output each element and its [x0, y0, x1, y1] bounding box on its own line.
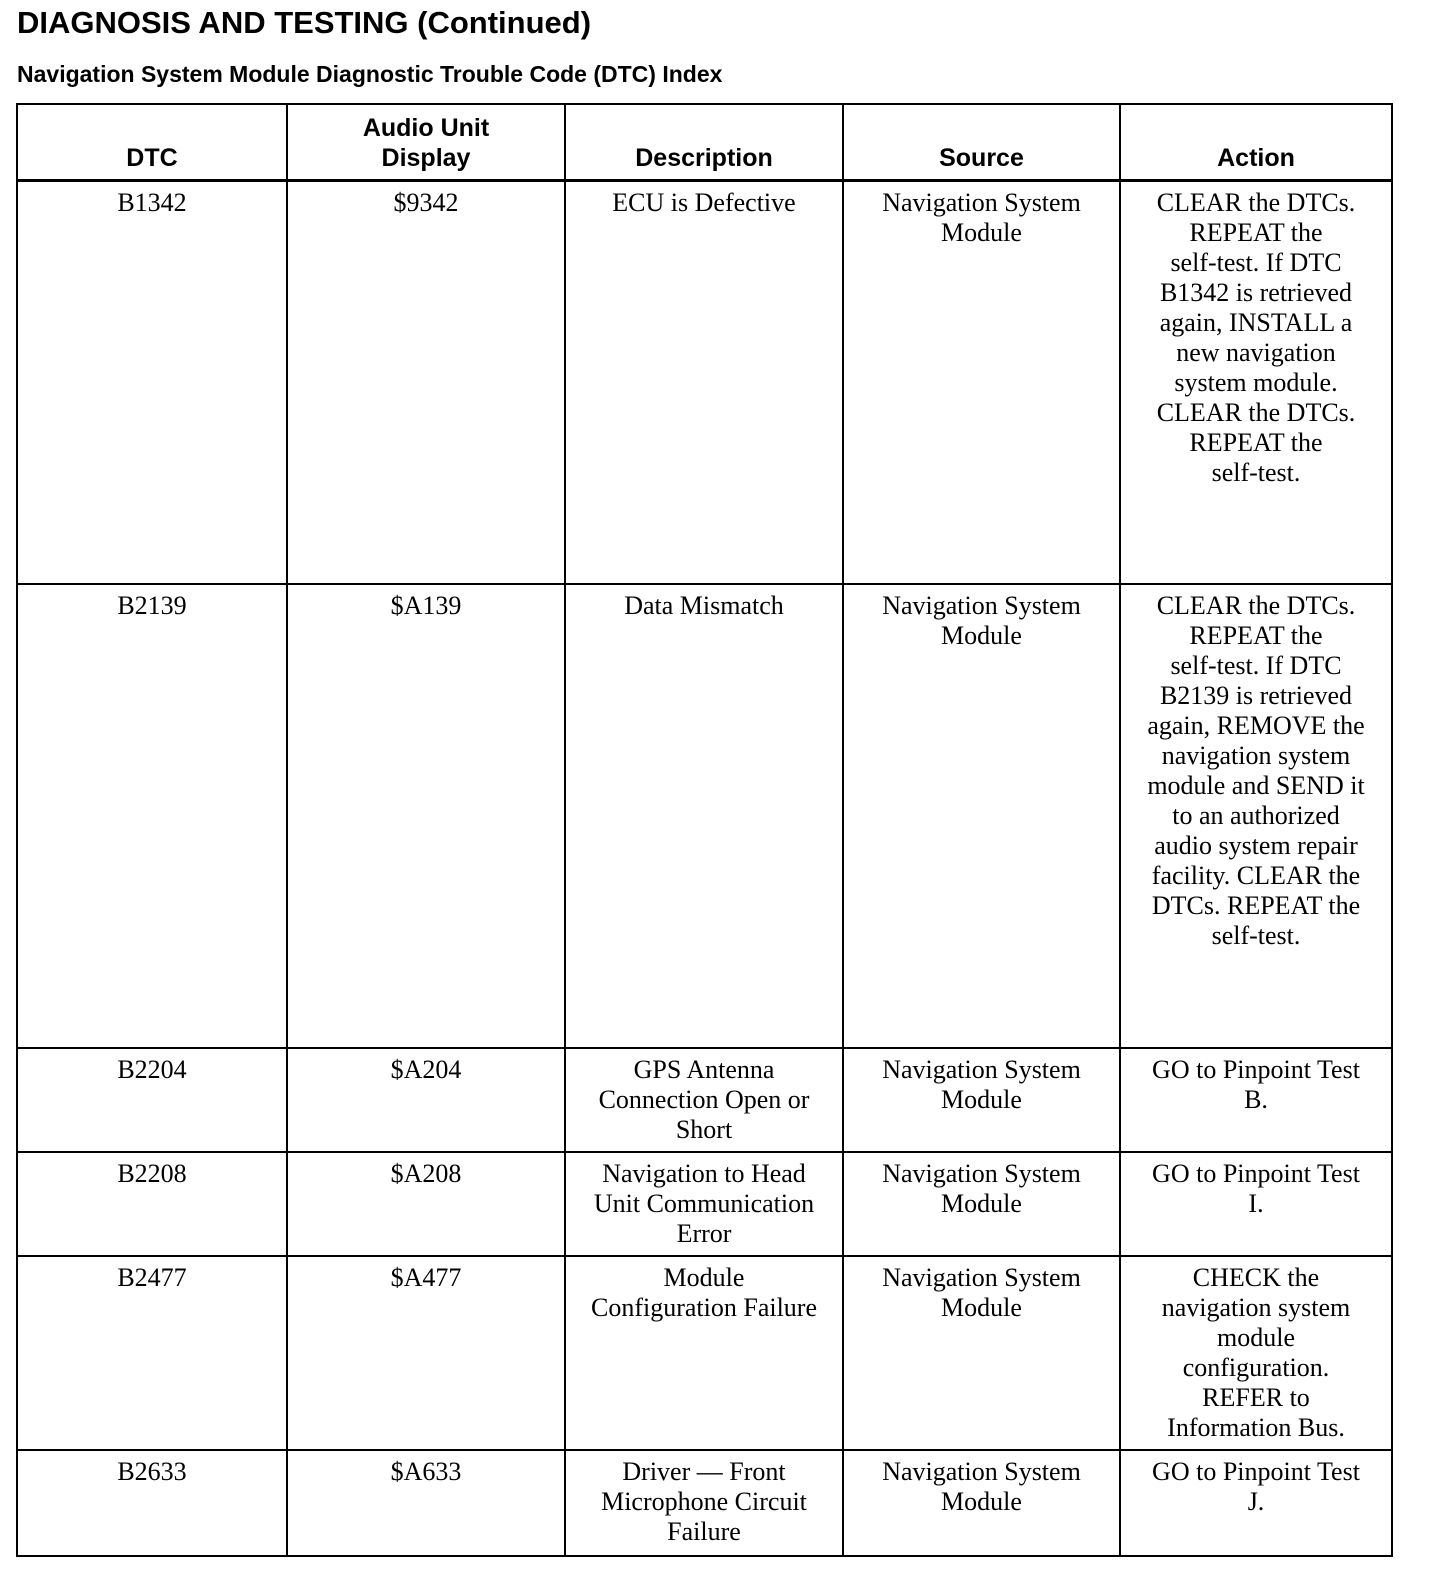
table-header-row	[17, 104, 1392, 180]
header-dtc: DTC	[17, 104, 287, 180]
table-row	[17, 1450, 1392, 1556]
audio-display-cell: $9342	[287, 180, 565, 584]
description-cell: Data Mismatch	[565, 584, 843, 1048]
description-cell: Driver — Front Microphone Circuit Failure	[565, 1450, 843, 1556]
action-cell: GO to Pinpoint Test I.	[1120, 1152, 1392, 1256]
audio-display-cell: $A477	[287, 1256, 565, 1450]
source-cell: Navigation System Module	[843, 584, 1120, 1048]
description-cell: Module Configuration Failure	[565, 1256, 843, 1450]
source-cell: Navigation System Module	[843, 1152, 1120, 1256]
action-cell: CHECK the navigation system module configuration. REFER to Information Bus.	[1120, 1256, 1392, 1450]
table-row	[17, 1256, 1392, 1450]
table-title: Navigation System Module Diagnostic Trouble Code (DTC) Index	[17, 61, 723, 87]
dtc-cell: B2139	[17, 584, 287, 1048]
description-cell: ECU is Defective	[565, 180, 843, 584]
dtc-cell: B1342	[17, 180, 287, 584]
page-title: DIAGNOSIS AND TESTING (Continued)	[17, 5, 592, 40]
audio-display-cell: $A208	[287, 1152, 565, 1256]
action-cell: GO to Pinpoint Test J.	[1120, 1450, 1392, 1556]
source-cell: Navigation System Module	[843, 1256, 1120, 1450]
header-source: Source	[843, 104, 1120, 180]
audio-display-cell: $A204	[287, 1048, 565, 1152]
header-description: Description	[565, 104, 843, 180]
source-cell: Navigation System Module	[843, 1450, 1120, 1556]
source-cell: Navigation System Module	[843, 180, 1120, 584]
audio-display-cell: $A139	[287, 584, 565, 1048]
description-cell: GPS Antenna Connection Open or Short	[565, 1048, 843, 1152]
header-action: Action	[1120, 104, 1392, 180]
table-row	[17, 1152, 1392, 1256]
table-row	[17, 584, 1392, 1048]
table-row	[17, 180, 1392, 584]
audio-display-cell: $A633	[287, 1450, 565, 1556]
dtc-cell: B2477	[17, 1256, 287, 1450]
dtc-cell: B2208	[17, 1152, 287, 1256]
dtc-cell: B2204	[17, 1048, 287, 1152]
source-cell: Navigation System Module	[843, 1048, 1120, 1152]
dtc-index-table	[16, 103, 1393, 1557]
action-cell: CLEAR the DTCs. REPEAT the self-test. If DTC B1342 is retrieved again, INSTALL a new navigation system module. CLEAR the DTCs. REPEAT the self-test.	[1120, 180, 1392, 584]
description-cell: Navigation to Head Unit Communication Error	[565, 1152, 843, 1256]
header-audio-unit-display: Audio Unit Display	[287, 104, 565, 180]
dtc-cell: B2633	[17, 1450, 287, 1556]
action-cell: CLEAR the DTCs. REPEAT the self-test. If DTC B2139 is retrieved again, REMOVE the navigation system module and SEND it to an authorized audio system repair facility. CLEAR the DTCs. REPEAT the self-test.	[1120, 584, 1392, 1048]
table-row	[17, 1048, 1392, 1152]
action-cell: GO to Pinpoint Test B.	[1120, 1048, 1392, 1152]
